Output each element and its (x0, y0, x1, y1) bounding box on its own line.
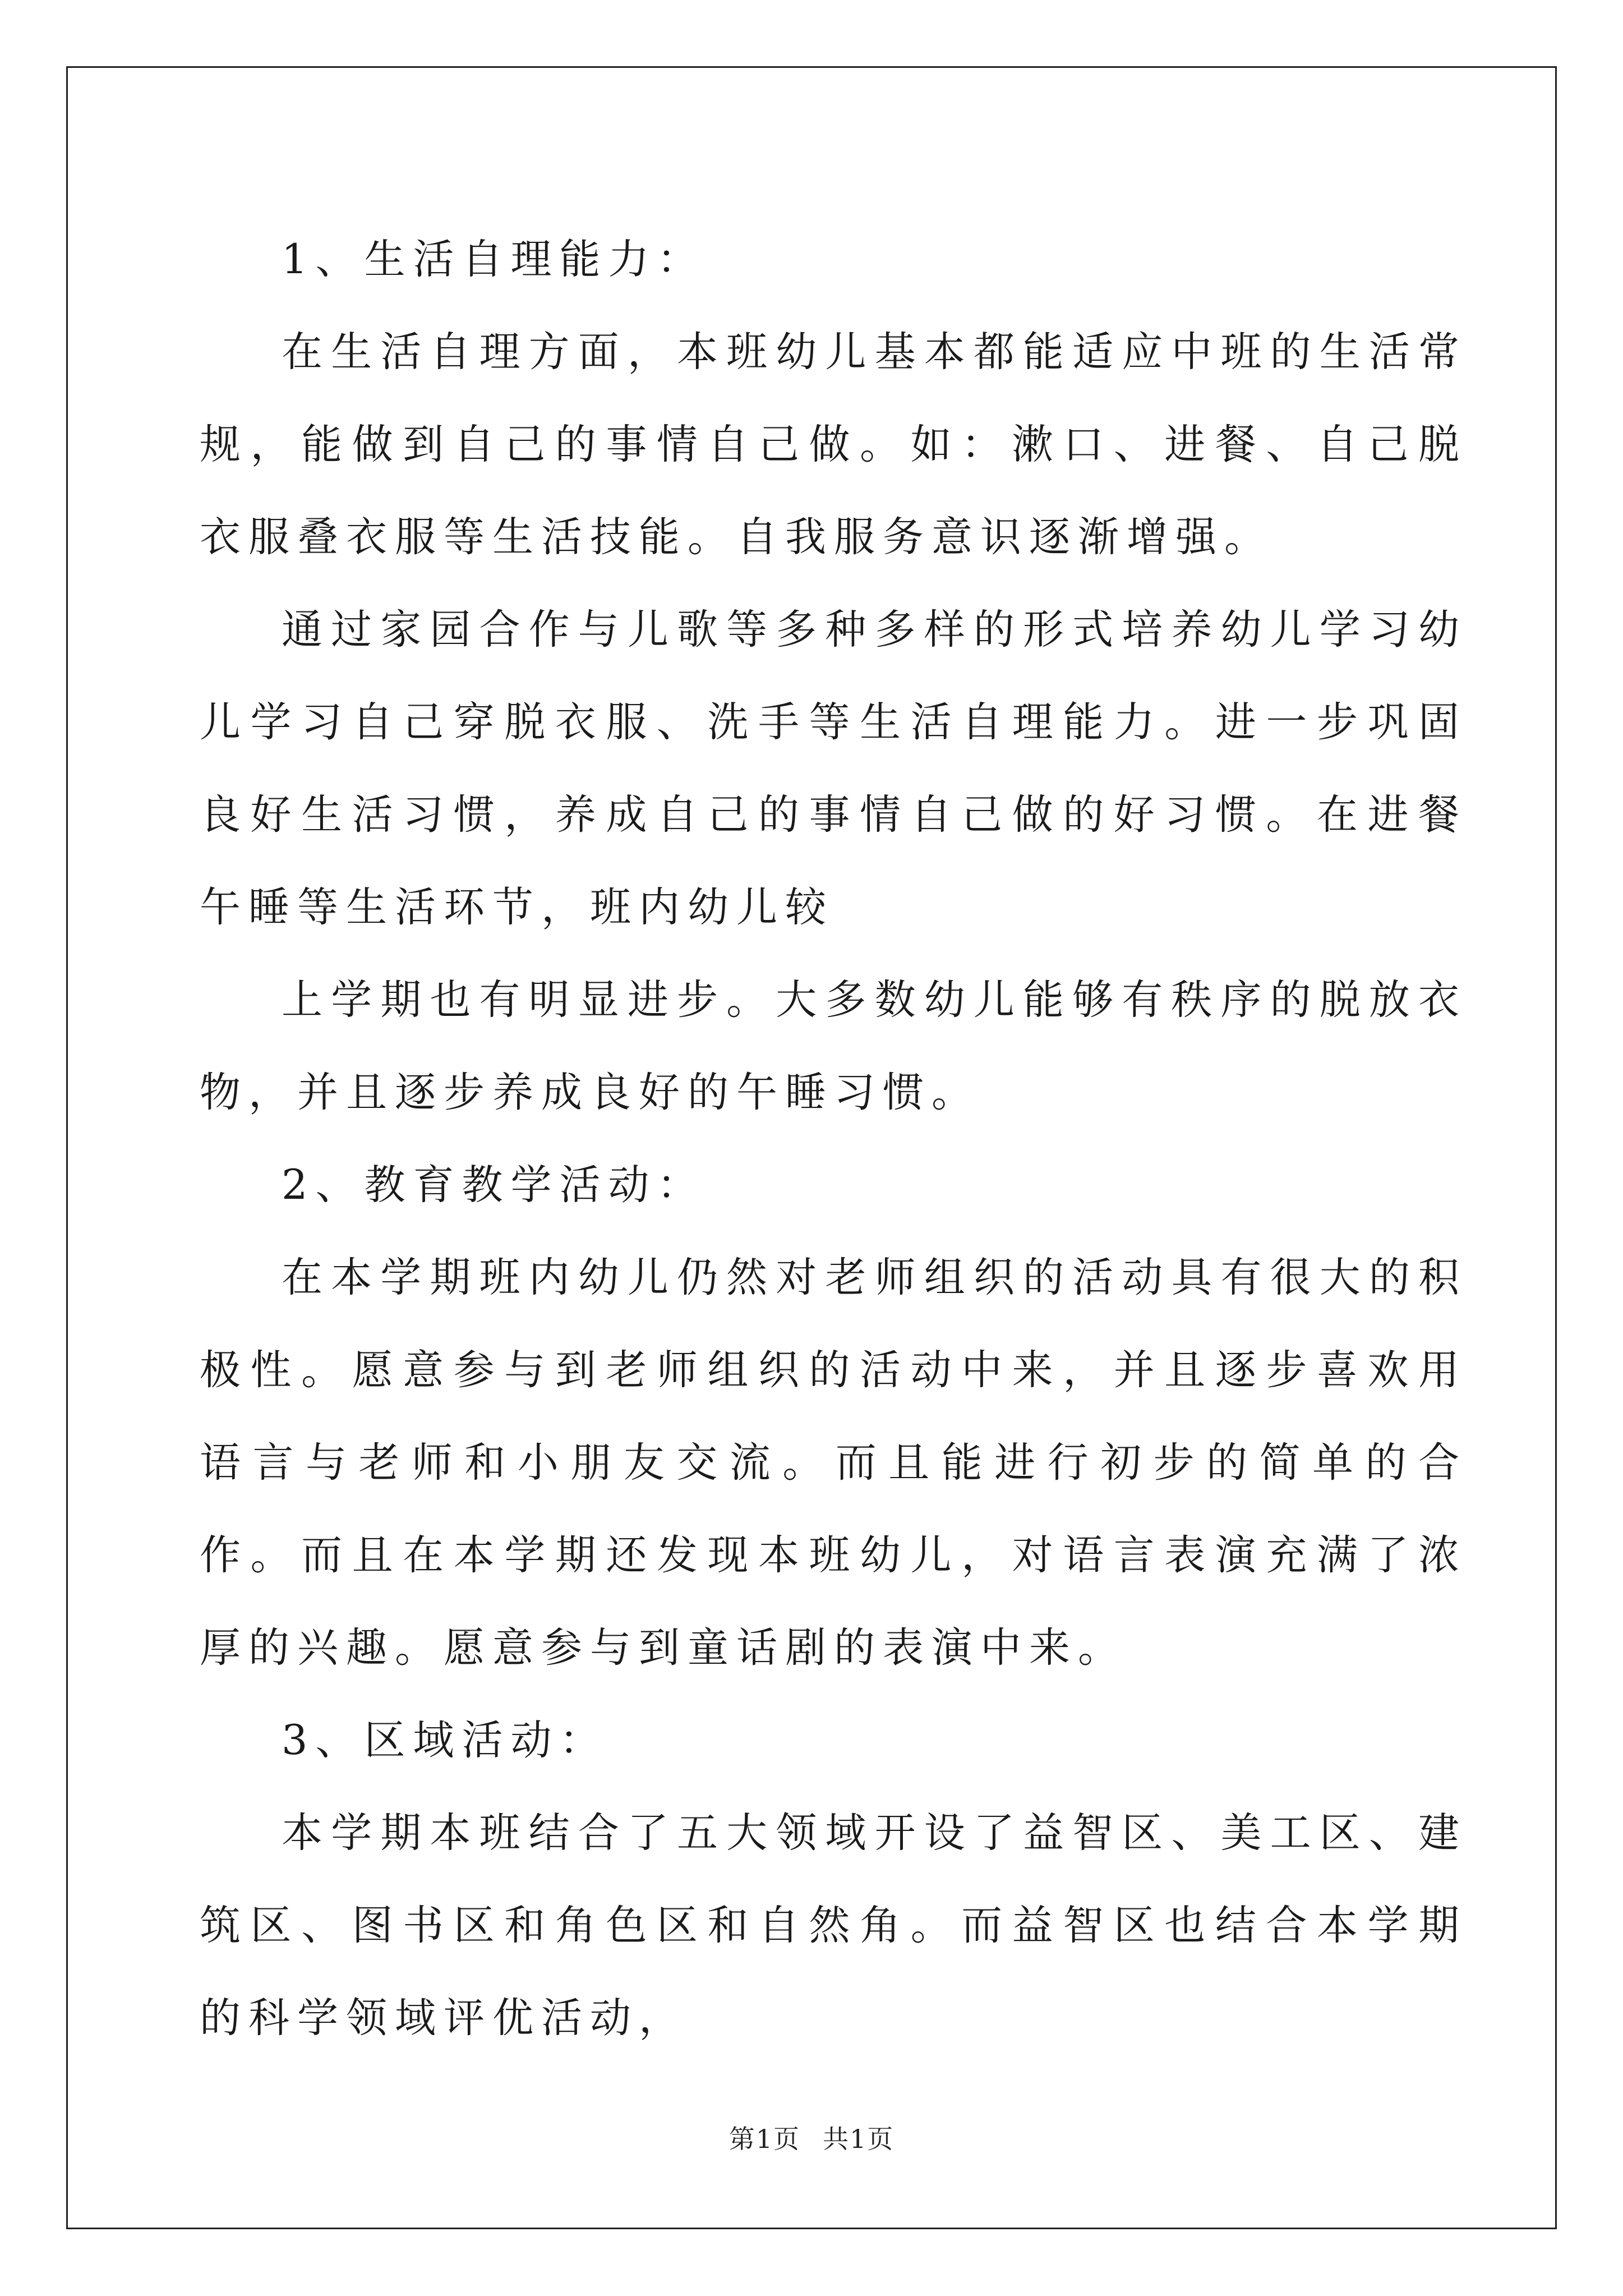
paragraph: 上学期也有明显进步。大多数幼儿能够有秩序的脱放衣物，并且逐步养成良好的午睡习惯。 (200, 976, 1467, 1116)
paragraph: 通过家园合作与儿歌等多种多样的形式培养幼儿学习幼儿学习自己穿脱衣服、洗手等生活自理能力。进一步巩固良好生活习惯，养成自己的事情自己做的好习惯。在进餐午睡等生活环节，班内幼儿较 (200, 606, 1467, 931)
paragraph: 在本学期班内幼儿仍然对老师组织的活动具有很大的积极性。愿意参与到老师组织的活动中来，并且逐步喜欢用语言与老师和小朋友交流。而且能进行初步的简单的合作。而且在本学期还发现本班幼儿，对语言表演充满了浓厚的兴趣。愿意参与到童话剧的表演中来。 (200, 1254, 1467, 1672)
section-heading-teaching-activities: 2、教育教学活动： (282, 1161, 706, 1209)
paragraph: 在生活自理方面，本班幼儿基本都能适应中班的生活常规，能做到自己的事情自己做。如：漱口、进餐、自己脱衣服叠衣服等生活技能。自我服务意识逐渐增强。 (200, 328, 1467, 561)
page-number-current: 第1页 (728, 2124, 800, 2154)
section-heading-area-activities: 3、区域活动： (282, 1717, 608, 1764)
paragraph: 本学期本班结合了五大领域开设了益智区、美工区、建筑区、图书区和角色区和自然角。而益智区也结合本学期的科学领域评优活动， (200, 1809, 1467, 2042)
page-number-total: 共1页 (823, 2124, 895, 2154)
document-body (200, 213, 1467, 2064)
page-footer (0, 2122, 1623, 2156)
section-heading-self-care: 1、生活自理能力： (282, 236, 706, 283)
